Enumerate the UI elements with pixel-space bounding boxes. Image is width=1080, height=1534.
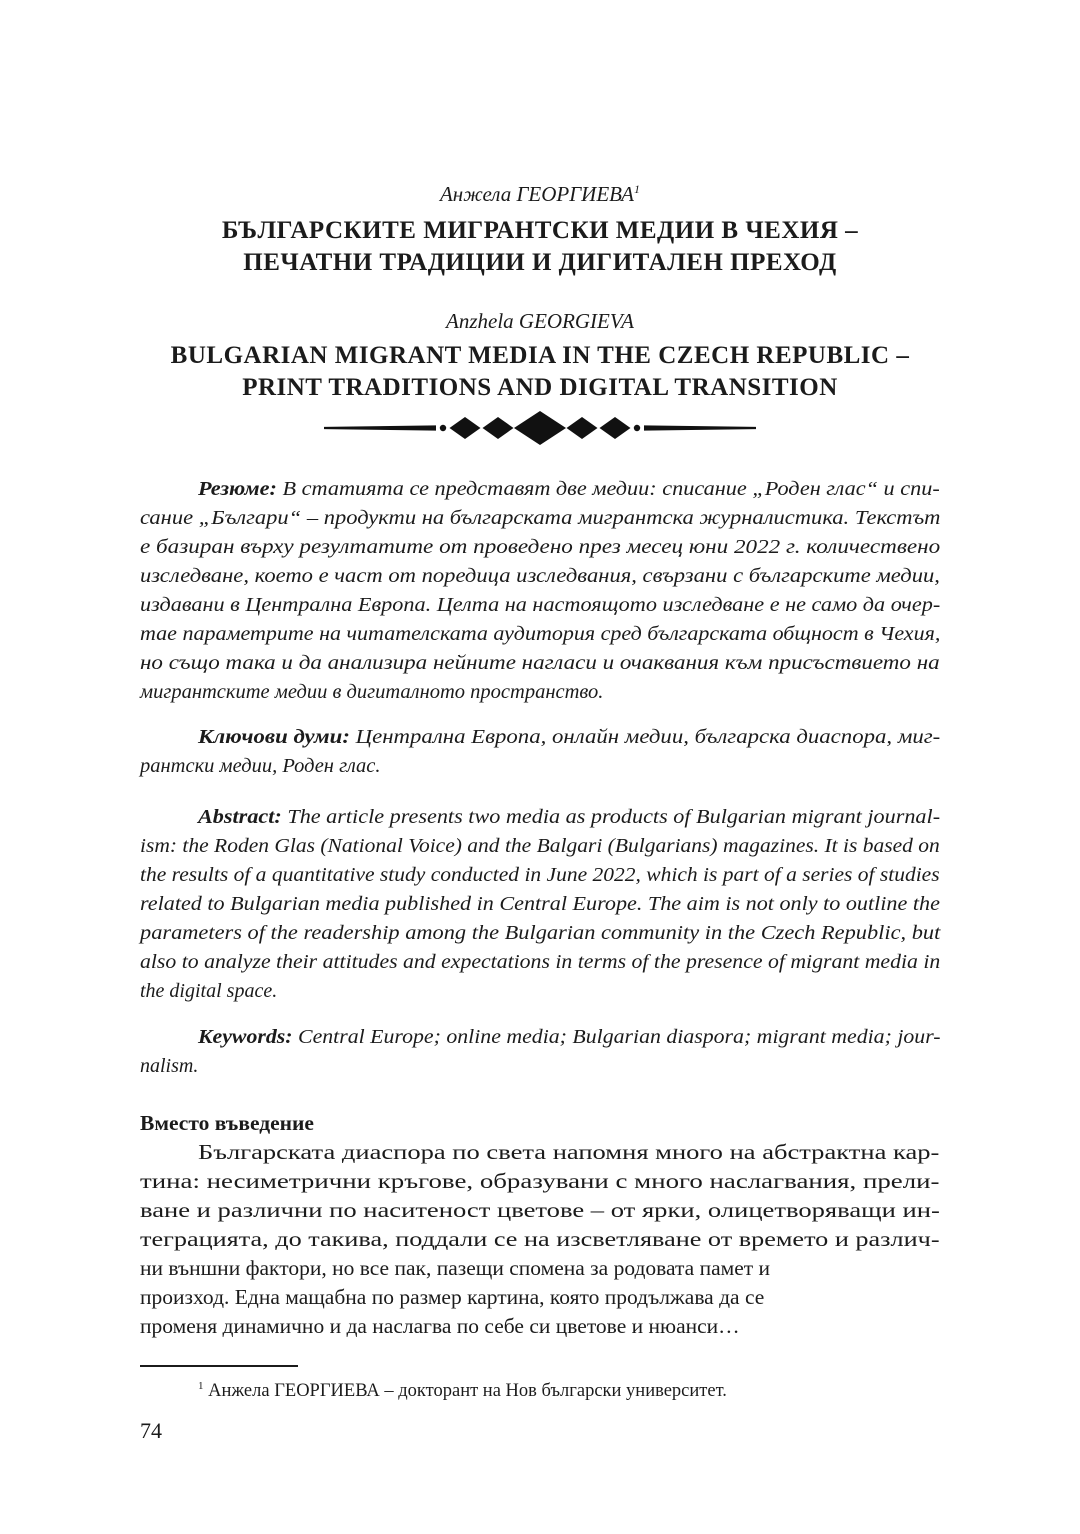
title-line: ПЕЧАТНИ ТРАДИЦИИ И ДИГИТАЛЕН ПРЕХОД	[243, 249, 837, 276]
paragraph-line: рантски медии, Роден глас.	[140, 755, 381, 777]
paragraph-line: the results of a quantitative study conducted in June 2022, which is part of a series of studies	[140, 864, 940, 886]
paragraph-line: тае параметрите на читателската аудитория сред българската общност в Чехия,	[140, 623, 941, 645]
author-name-text: Анжела ГЕОРГИЕВА	[439, 182, 635, 206]
author-name-bulgarian	[140, 176, 940, 207]
paragraph-line: теграцията, до такива, поддали се на изсветляване от времето и различ-	[140, 1227, 940, 1251]
paragraph-line: е базиран върху резултатите от проведено през месец юни 2022 г. количествено	[140, 536, 941, 558]
paragraph-line: ни външни фактори, но все пак, пазещи спомена за родовата памет и	[140, 1256, 771, 1280]
article-title-bulgarian	[140, 215, 940, 279]
title-line: BULGARIAN MIGRANT MEDIA IN THE CZECH REPUBLIC –	[170, 342, 910, 369]
paragraph-line: also to analyze their attitudes and expectations in terms of the presence of migrant media in	[140, 951, 941, 973]
paragraph-line: тина: несиметрични кръгове, образувани с много наслагвания, прели-	[140, 1169, 940, 1193]
paragraph-line: Abstract: The article presents two media as products of Bulgarian migrant journal-	[198, 806, 941, 828]
footnote-separator-rule	[140, 1365, 298, 1367]
article-content	[140, 176, 940, 1444]
introduction-paragraph	[140, 1138, 940, 1341]
article-title-english	[140, 340, 940, 404]
paragraph-line: мигрантските медии в дигиталното пространство.	[140, 681, 604, 703]
keywords-bulgarian	[140, 723, 940, 781]
paragraph-line: изследване, което е част от поредица изследвания, свързани с българските медии,	[140, 565, 940, 587]
paragraph-line: the digital space.	[140, 980, 278, 1002]
paragraph-line: ване и различни по наситеност цветове – от ярки, олицетворяващи ин-	[140, 1198, 940, 1222]
author-name-english-text: Anzhela GEORGIEVA	[446, 309, 634, 333]
paragraph-line: nalism.	[140, 1055, 199, 1077]
page-number: 74	[140, 1418, 162, 1444]
paragraph-line: parameters of the readership among the Bulgarian community in the Czech Republic, but	[140, 922, 941, 944]
section-heading-introduction: Вместо въведение	[140, 1111, 314, 1135]
author-footnote-marker: 1	[634, 182, 641, 196]
paragraph-line: но също така и да анализира нейните нагласи и очаквания към присъствието на	[140, 652, 940, 674]
paragraph-line: Keywords: Central Europe; online media; Bulgarian diaspora; migrant media; jour-	[198, 1026, 941, 1048]
footnote-marker: 1	[198, 1380, 204, 1392]
abstract-english	[140, 803, 940, 1006]
paragraph-line: издавани в Централна Европа. Целта на настоящото изследване е не само да очер-	[140, 594, 941, 616]
abstract-bulgarian	[140, 475, 940, 707]
paragraph-line: променя динамично и да наслагва по себе си цветове и нюанси…	[140, 1314, 740, 1338]
title-line: БЪЛГАРСКИТЕ МИГРАНТСКИ МЕДИИ В ЧЕХИЯ –	[221, 217, 859, 244]
footnote-text: Анжела ГЕОРГИЕВА – докторант на Нов български университет.	[208, 1381, 727, 1402]
paragraph-line: ism: the Roden Glas (National Voice) and the Balgari (Bulgarians) magazines. It is based on	[140, 835, 940, 857]
paragraph-line: произход. Една мащабна по размер картина, която продължава да се	[140, 1285, 765, 1309]
diamond-ornament-divider-icon	[324, 410, 756, 446]
footnote	[140, 1373, 940, 1404]
keywords-english	[140, 1023, 940, 1081]
author-name-english	[140, 308, 940, 334]
paragraph-line: Резюме: В статията се представят две медии: списание „Роден глас“ и спи-	[198, 478, 940, 500]
paragraph-line: Ключови думи: Централна Европа, онлайн медии, българска диаспора, миг-	[198, 726, 941, 748]
paragraph-line: сание „Българи“ – продукти на българската мигрантска журналистика. Текстът	[140, 507, 941, 529]
section-divider	[140, 410, 940, 446]
title-line: PRINT TRADITIONS AND DIGITAL TRANSITION	[242, 374, 838, 401]
paragraph-line: related to Bulgarian media published in Central Europe. The aim is not only to outline the	[140, 893, 940, 915]
paragraph-line: Българската диаспора по света напомня много на абстрактна кар-	[198, 1140, 940, 1164]
